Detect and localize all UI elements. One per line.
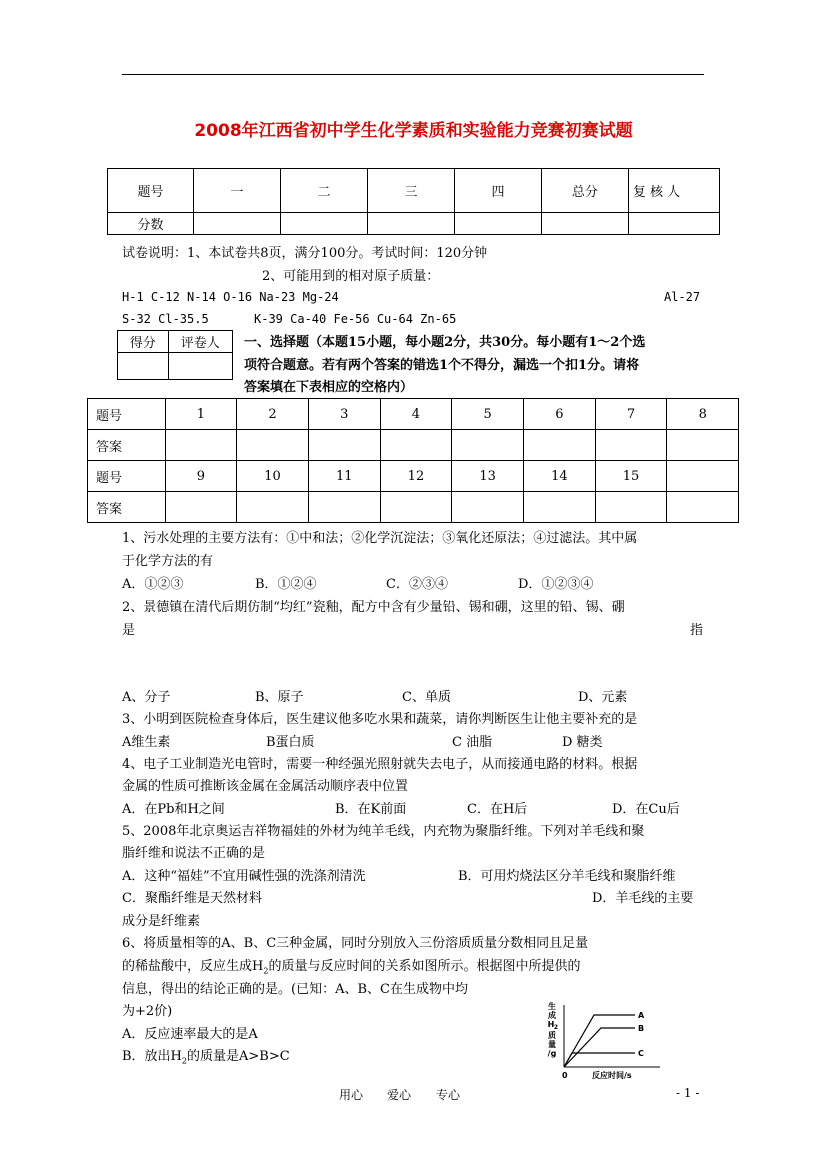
q4-option-d: D．在Cu后 xyxy=(612,802,680,817)
atomic-masses-1: H-1 C-12 N-14 O-16 Na-23 Mg-24 xyxy=(122,290,339,304)
instructions-line1: 试卷说明：1、本试卷共8页，满分100分。考试时间：120分钟 xyxy=(122,246,488,261)
question-number: 10 xyxy=(237,461,309,492)
question-number: 13 xyxy=(452,461,524,492)
q5-stem-cont: 脂纤维和说法不正确的是 xyxy=(122,846,266,861)
q5-option-a: A．这种“福娃”不宜用碱性强的洗涤剂清洗 xyxy=(122,869,366,884)
answer-cell[interactable] xyxy=(524,430,596,461)
grader-name-cell[interactable] xyxy=(168,353,232,380)
q4-option-c: C．在H后 xyxy=(467,802,528,817)
q5-stem: 5、2008年北京奥运吉祥物福娃的外材为纯羊毛线，内充物为聚脂纤维。下列对羊毛线和聚 xyxy=(122,824,645,839)
y-label-char: H xyxy=(547,1020,555,1029)
score-header-cell: 四 xyxy=(454,169,541,213)
score-row-label: 分数 xyxy=(108,213,194,235)
q6-option-b xyxy=(122,1045,290,1066)
origin-label: 0 xyxy=(562,1071,568,1080)
page-title: 2008年江西省初中学生化学素质和实验能力竞赛初赛试题 xyxy=(194,121,633,141)
q2-option-c: C、单质 xyxy=(402,690,451,705)
grader-score-cell[interactable] xyxy=(118,353,169,380)
footer-text-3: 专心 xyxy=(436,1088,461,1102)
answer-cell[interactable] xyxy=(237,430,309,461)
question-number: 8 xyxy=(667,399,739,430)
graph-y-label xyxy=(548,1001,558,1058)
score-cell[interactable] xyxy=(367,213,454,235)
section1-line3: 答案填在下表相应的空格内） xyxy=(244,380,414,395)
q1-option-a: A．①②③ xyxy=(122,577,184,592)
q1-option-b: B．①②④ xyxy=(255,577,317,592)
question-number: 7 xyxy=(595,399,667,430)
score-cell[interactable] xyxy=(541,213,628,235)
x-axis-label: 反应时间/s xyxy=(592,1071,632,1080)
score-cell[interactable] xyxy=(194,213,281,235)
q4-option-a: A．在Pb和H之间 xyxy=(122,802,225,817)
q1-option-d: D．①②③④ xyxy=(518,577,594,592)
q6-stem-2 xyxy=(122,955,580,976)
q3-option-a: A维生素 xyxy=(122,735,171,750)
question-number: 4 xyxy=(380,399,452,430)
answer-cell[interactable] xyxy=(165,430,237,461)
score-table xyxy=(107,168,720,235)
answer-cell[interactable] xyxy=(667,430,739,461)
answer-row-label: 题号 xyxy=(88,461,166,492)
answer-row-label: 答案 xyxy=(88,492,166,523)
q6-stem: 6、将质量相等的A、B、C三种金属，同时分别放入三份溶质质量分数相同且足量 xyxy=(122,936,589,951)
answer-table xyxy=(87,398,739,523)
q6-text: B．放出H xyxy=(122,1049,182,1064)
q1-stem-cont: 于化学方法的有 xyxy=(122,554,214,569)
answer-cell[interactable] xyxy=(452,492,524,523)
question-number: 9 xyxy=(165,461,237,492)
answer-cell[interactable] xyxy=(667,492,739,523)
q1-stem: 1、污水处理的主要方法有：①中和法；②化学沉淀法；③氧化还原法；④过滤法。其中属 xyxy=(122,531,638,546)
answer-row-label: 答案 xyxy=(88,430,166,461)
y-label-char: 2 xyxy=(553,1024,559,1031)
series-label-c: C xyxy=(638,1049,644,1058)
y-label-char: 量 xyxy=(548,1040,556,1049)
grader-box xyxy=(117,330,233,380)
score-header-cell: 总分 xyxy=(541,169,628,213)
score-header-cell: 复 核 人 xyxy=(628,169,719,213)
answer-cell[interactable] xyxy=(452,430,524,461)
q6-stem-3: 信息，得出的结论正确的是。(已知：A、B、C在生成物中均 xyxy=(122,982,468,997)
question-number: 5 xyxy=(452,399,524,430)
q4-stem: 4、电子工业制造光电管时，需要一种经强光照射就失去电子，从而接通电路的材料。根据 xyxy=(122,757,638,772)
answer-cell[interactable] xyxy=(524,492,596,523)
q6-stem-4: 为+2价) xyxy=(122,1004,173,1019)
question-number: 14 xyxy=(524,461,596,492)
series-label-b: B xyxy=(638,1024,645,1033)
score-header-cell: 一 xyxy=(194,169,281,213)
instructions-line2: 2、可能用到的相对原子质量： xyxy=(262,269,440,284)
q2-option-a: A、分子 xyxy=(122,690,171,705)
question-number: 12 xyxy=(380,461,452,492)
q2-stem-left: 是 xyxy=(122,623,136,638)
question-number: 6 xyxy=(524,399,596,430)
q6-subscript: 2 xyxy=(181,1056,187,1066)
q5-option-d: D．羊毛线的主要 xyxy=(592,891,694,906)
answer-cell[interactable] xyxy=(308,492,380,523)
q2-stem: 2、景德镇在清代后期仿制“均红”瓷釉，配方中含有少量铅、锡和硼，这里的铅、锡、硼 xyxy=(122,600,625,615)
q6-option-a: A．反应速率最大的是A xyxy=(122,1027,258,1042)
score-cell[interactable] xyxy=(454,213,541,235)
y-label-char: /g xyxy=(547,1049,557,1058)
q5-option-c: C．聚酯纤维是天然材料 xyxy=(122,891,262,906)
q3-option-b: B蛋白质 xyxy=(266,735,315,750)
q3-option-c: C 油脂 xyxy=(452,735,493,750)
series-line-a xyxy=(564,1015,635,1067)
y-label-char: 成 xyxy=(548,1011,556,1020)
series-label-a: A xyxy=(638,1011,645,1020)
footer-text-1: 用心 xyxy=(339,1088,364,1102)
score-header-cell: 题号 xyxy=(108,169,194,213)
atomic-masses-1-right: Al-27 xyxy=(664,290,701,304)
answer-cell[interactable] xyxy=(595,430,667,461)
score-cell[interactable] xyxy=(280,213,367,235)
q3-option-d: D 糖类 xyxy=(562,735,603,750)
answer-cell[interactable] xyxy=(380,492,452,523)
q6-text: 的质量与反应时间的关系如图所示。根据图中所提供的 xyxy=(268,959,581,974)
answer-cell[interactable] xyxy=(308,430,380,461)
atomic-masses-2: S-32 Cl-35.5 xyxy=(122,312,209,326)
score-header-cell: 二 xyxy=(280,169,367,213)
q2-option-d: D、元素 xyxy=(578,690,628,705)
answer-cell[interactable] xyxy=(595,492,667,523)
question-number: 15 xyxy=(595,461,667,492)
grader-score-label: 得分 xyxy=(118,331,169,353)
grader-name-label: 评卷人 xyxy=(168,331,232,353)
question-number: 3 xyxy=(308,399,380,430)
reaction-graph xyxy=(540,997,690,1087)
score-header-cell: 三 xyxy=(367,169,454,213)
section1-line1: 一、选择题（本题15小题，每小题2分，共30分。每小题有1～2个选 xyxy=(244,335,646,350)
q1-option-c: C．②③④ xyxy=(386,577,448,592)
answer-cell[interactable] xyxy=(165,492,237,523)
answer-cell[interactable] xyxy=(380,430,452,461)
atomic-masses-2-right: K-39 Ca-40 Fe-56 Cu-64 Zn-65 xyxy=(254,312,457,326)
q5-option-b: B．可用灼烧法区分羊毛线和聚脂纤维 xyxy=(458,869,676,884)
q5-option-d-cont: 成分是纤维素 xyxy=(122,914,201,929)
answer-cell[interactable] xyxy=(237,492,309,523)
q6-text: 的质量是A>B>C xyxy=(186,1049,290,1064)
question-number: 1 xyxy=(165,399,237,430)
y-label-char: 质 xyxy=(548,1031,556,1040)
answer-row-label: 题号 xyxy=(88,399,166,430)
question-number: 11 xyxy=(308,461,380,492)
y-label-char: 生 xyxy=(548,1002,556,1011)
q4-option-b: B．在K前面 xyxy=(335,802,407,817)
q4-stem-cont: 金属的性质可推断该金属在金属活动顺序表中位置 xyxy=(122,779,409,794)
section1-line2: 项符合题意。若有两个答案的错选1个不得分，漏选一个扣1分。请将 xyxy=(244,358,640,373)
question-number: 2 xyxy=(237,399,309,430)
footer-text-2: 爱心 xyxy=(387,1088,412,1102)
q6-text: 的稀盐酸中，反应生成H xyxy=(122,959,264,974)
header-rule xyxy=(122,74,704,75)
q6-subscript: 2 xyxy=(263,966,269,976)
q3-stem: 3、小明到医院检查身体后，医生建议他多吃水果和蔬菜，请你判断医生让他主要补充的是 xyxy=(122,712,638,727)
page-number: - 1 - xyxy=(676,1086,700,1100)
q2-stem-right: 指 xyxy=(690,623,704,638)
score-cell[interactable] xyxy=(628,213,719,235)
question-number xyxy=(667,461,739,492)
q2-option-b: B、原子 xyxy=(255,690,304,705)
